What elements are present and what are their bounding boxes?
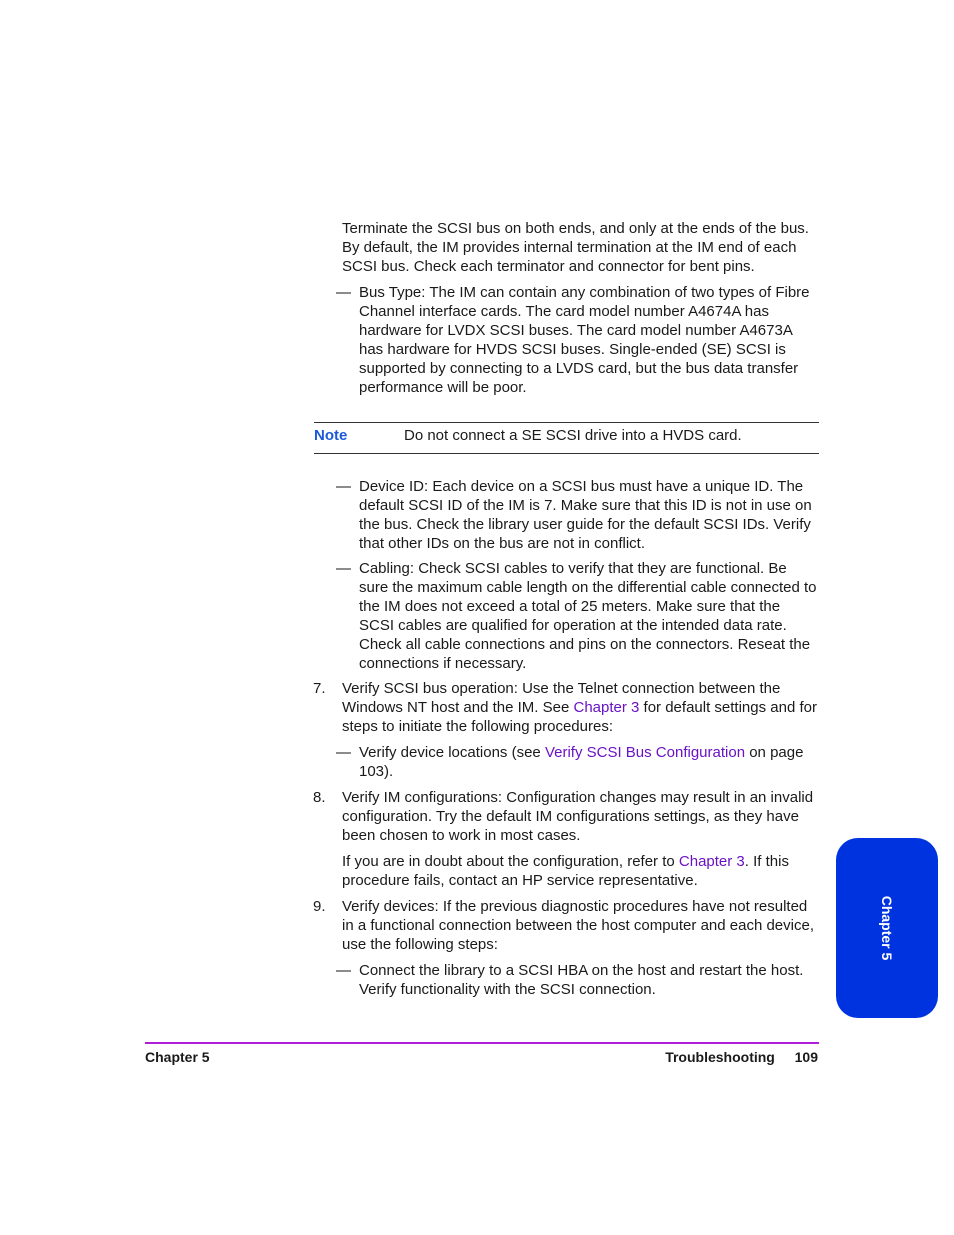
dash-bullet: — bbox=[336, 962, 351, 979]
note-bottom-rule bbox=[314, 453, 819, 454]
chapter-3-link[interactable]: Chapter 3 bbox=[678, 853, 745, 870]
dash-bullet: — bbox=[336, 284, 351, 301]
step-8-followup: If you are in doubt about the configuration, refer to Chapter 3. If this procedure fails, contact an HP service representative. bbox=[342, 853, 789, 889]
step-number: 9. bbox=[313, 898, 326, 915]
note-text: Do not connect a SE SCSI drive into a HVDS card. bbox=[404, 427, 742, 444]
chapter-3-link[interactable]: Chapter 3 bbox=[573, 699, 640, 716]
chapter-tab-label: Chapter 5 bbox=[879, 895, 895, 961]
step-7-subitem: — Verify device locations (see Verify SCSI Bus Configuration on page 103). bbox=[336, 744, 804, 780]
dash-bullet: — bbox=[336, 744, 351, 761]
note-label: Note bbox=[314, 427, 348, 444]
footer-section: Troubleshooting bbox=[665, 1049, 775, 1065]
footer-rule bbox=[145, 1042, 819, 1044]
dash-bullet: — bbox=[336, 478, 351, 495]
cabling-term: Cabling bbox=[359, 560, 410, 577]
bus-type-term: Bus Type bbox=[359, 284, 422, 301]
verify-scsi-bus-configuration-link[interactable]: Verify SCSI Bus Configuration bbox=[544, 744, 746, 761]
step-number: 8. bbox=[313, 789, 326, 806]
chapter-side-tab[interactable] bbox=[836, 838, 938, 1018]
cabling-item: — Cabling: Check SCSI cables to verify that they are functional. Be sure the maximum cable length on the differential cable connected to the IM does not exceed a total of 25 meters. Make sure that the SCSI cables are qualified for operation at the intended data rate. Check all cable connections and pins on the connectors. Reseat the connections if necessary. bbox=[336, 560, 817, 672]
device-id-item: — Device ID: Each device on a SCSI bus must have a unique ID. The default SCSI ID of the IM is 7. Make sure that this ID is not in use on the bus. Check the library user guide for the default SCSI IDs. Verify that other IDs on the bus are not in conflict. bbox=[336, 478, 812, 552]
note-top-rule bbox=[314, 422, 819, 423]
device-id-term: Device ID bbox=[359, 478, 425, 495]
footer-chapter: Chapter 5 bbox=[145, 1049, 210, 1065]
step-7: 7. Verify SCSI bus operation: Use the Telnet connection between the Windows NT host and the IM. See Chapter 3 for default settings and for steps to initiate the following procedures: bbox=[313, 680, 817, 735]
step-8: 8. Verify IM configurations: Configuration changes may result in an invalid configuration. Try the default IM configurations settings, as they have been chosen to work in most cases. bbox=[313, 789, 814, 844]
intro-paragraph: Terminate the SCSI bus on both ends, and only at the ends of the bus. By default, the IM provides internal termination at the IM end of each SCSI bus. Check each terminator and connector for bent pins. bbox=[342, 220, 809, 275]
step-9-subitem: — Connect the library to a SCSI HBA on the host and restart the host. Verify functionality with the SCSI connection. bbox=[336, 962, 804, 998]
page-number: 109 bbox=[794, 1049, 818, 1065]
step-number: 7. bbox=[313, 680, 326, 697]
bus-type-item: — Bus Type: The IM can contain any combination of two types of Fibre Channel interface cards. The card model number A4674A has hardware for LVDX SCSI buses. The card model number A4673A has hardware for HVDS SCSI buses. Single-ended (SE) SCSI is supported by connecting to a LVDS card, but the bus data transfer performance will be poor. bbox=[336, 284, 810, 396]
dash-bullet: — bbox=[336, 560, 351, 577]
step-9: 9. Verify devices: If the previous diagnostic procedures have not resulted in a functional connection between the host computer and each device, use the following steps: bbox=[313, 898, 814, 953]
footer-section-page bbox=[665, 1049, 818, 1065]
